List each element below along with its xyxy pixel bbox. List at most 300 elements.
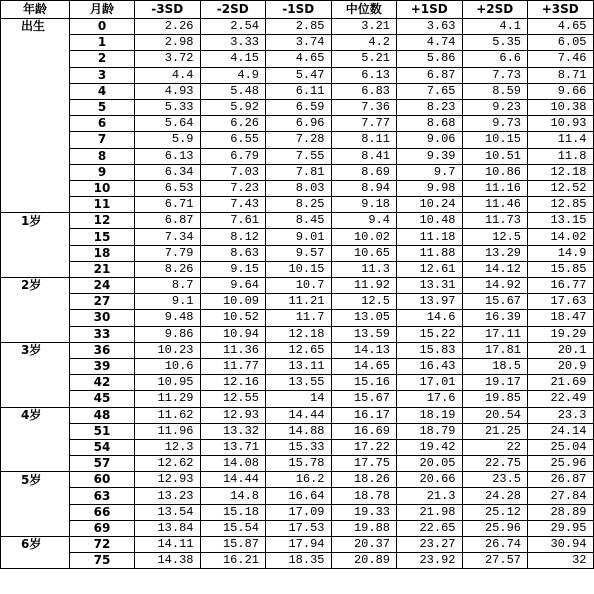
value-cell: 7.79 xyxy=(135,245,201,261)
value-cell: 15.78 xyxy=(266,456,332,472)
value-cell: 13.59 xyxy=(331,326,397,342)
value-cell: 13.05 xyxy=(331,310,397,326)
value-cell: 20.54 xyxy=(462,407,528,423)
value-cell: 10.93 xyxy=(528,116,594,132)
table-row xyxy=(1,520,594,536)
month-cell: 7 xyxy=(70,132,135,148)
age-cell: 4岁 xyxy=(1,407,70,423)
month-cell: 75 xyxy=(70,553,135,569)
value-cell: 10.7 xyxy=(266,278,332,294)
age-cell xyxy=(1,99,70,115)
value-cell: 10.51 xyxy=(462,148,528,164)
table-row xyxy=(1,310,594,326)
value-cell: 10.65 xyxy=(331,245,397,261)
table-body xyxy=(1,19,594,569)
value-cell: 13.11 xyxy=(266,358,332,374)
value-cell: 12.18 xyxy=(266,326,332,342)
value-cell: 14.11 xyxy=(135,537,201,553)
value-cell: 6.6 xyxy=(462,51,528,67)
value-cell: 12.93 xyxy=(200,407,266,423)
value-cell: 9.64 xyxy=(200,278,266,294)
value-cell: 25.96 xyxy=(462,520,528,536)
table-row xyxy=(1,504,594,520)
month-cell: 39 xyxy=(70,358,135,374)
value-cell: 7.36 xyxy=(331,99,397,115)
age-cell xyxy=(1,132,70,148)
value-cell: 20.66 xyxy=(397,472,463,488)
value-cell: 15.54 xyxy=(200,520,266,536)
value-cell: 18.19 xyxy=(397,407,463,423)
value-cell: 28.89 xyxy=(528,504,594,520)
value-cell: 13.29 xyxy=(462,245,528,261)
age-cell xyxy=(1,148,70,164)
table-row xyxy=(1,245,594,261)
age-cell xyxy=(1,488,70,504)
table-row xyxy=(1,326,594,342)
value-cell: 13.32 xyxy=(200,423,266,439)
column-header: -2SD xyxy=(200,1,266,19)
value-cell: 2.54 xyxy=(200,19,266,35)
value-cell: 7.77 xyxy=(331,116,397,132)
column-header: -3SD xyxy=(135,1,201,19)
table-row xyxy=(1,537,594,553)
age-cell xyxy=(1,456,70,472)
value-cell: 4.9 xyxy=(200,67,266,83)
value-cell: 10.94 xyxy=(200,326,266,342)
value-cell: 22.49 xyxy=(528,391,594,407)
value-cell: 5.92 xyxy=(200,99,266,115)
value-cell: 4.4 xyxy=(135,67,201,83)
month-cell: 18 xyxy=(70,245,135,261)
value-cell: 14 xyxy=(266,391,332,407)
value-cell: 2.98 xyxy=(135,35,201,51)
age-cell xyxy=(1,245,70,261)
value-cell: 21.25 xyxy=(462,423,528,439)
value-cell: 17.94 xyxy=(266,537,332,553)
value-cell: 8.7 xyxy=(135,278,201,294)
value-cell: 13.31 xyxy=(397,278,463,294)
age-cell: 6岁 xyxy=(1,537,70,553)
table-row xyxy=(1,116,594,132)
value-cell: 16.17 xyxy=(331,407,397,423)
age-cell: 3岁 xyxy=(1,342,70,358)
value-cell: 6.26 xyxy=(200,116,266,132)
value-cell: 5.35 xyxy=(462,35,528,51)
value-cell: 6.79 xyxy=(200,148,266,164)
value-cell: 9.06 xyxy=(397,132,463,148)
value-cell: 11.36 xyxy=(200,342,266,358)
table-row xyxy=(1,358,594,374)
value-cell: 19.88 xyxy=(331,520,397,536)
value-cell: 7.43 xyxy=(200,197,266,213)
value-cell: 23.27 xyxy=(397,537,463,553)
value-cell: 11.18 xyxy=(397,229,463,245)
value-cell: 25.12 xyxy=(462,504,528,520)
month-cell: 9 xyxy=(70,164,135,180)
age-cell: 5岁 xyxy=(1,472,70,488)
value-cell: 10.15 xyxy=(462,132,528,148)
value-cell: 2.26 xyxy=(135,19,201,35)
value-cell: 6.87 xyxy=(397,67,463,83)
month-cell: 60 xyxy=(70,472,135,488)
value-cell: 14.08 xyxy=(200,456,266,472)
age-cell xyxy=(1,229,70,245)
value-cell: 19.29 xyxy=(528,326,594,342)
age-cell xyxy=(1,520,70,536)
month-cell: 10 xyxy=(70,180,135,196)
column-header: 年龄 xyxy=(1,1,70,19)
value-cell: 12.61 xyxy=(397,261,463,277)
value-cell: 14.44 xyxy=(266,407,332,423)
value-cell: 19.85 xyxy=(462,391,528,407)
value-cell: 11.21 xyxy=(266,294,332,310)
value-cell: 2.85 xyxy=(266,19,332,35)
value-cell: 17.01 xyxy=(397,375,463,391)
value-cell: 14.6 xyxy=(397,310,463,326)
age-cell xyxy=(1,391,70,407)
month-cell: 63 xyxy=(70,488,135,504)
value-cell: 14.88 xyxy=(266,423,332,439)
table-row xyxy=(1,261,594,277)
value-cell: 13.71 xyxy=(200,439,266,455)
value-cell: 5.21 xyxy=(331,51,397,67)
value-cell: 18.35 xyxy=(266,553,332,569)
value-cell: 4.65 xyxy=(266,51,332,67)
value-cell: 8.12 xyxy=(200,229,266,245)
column-header: +2SD xyxy=(462,1,528,19)
value-cell: 8.23 xyxy=(397,99,463,115)
value-cell: 14.12 xyxy=(462,261,528,277)
value-cell: 12.5 xyxy=(331,294,397,310)
table-row xyxy=(1,423,594,439)
column-header: -1SD xyxy=(266,1,332,19)
value-cell: 6.34 xyxy=(135,164,201,180)
table-row xyxy=(1,83,594,99)
month-cell: 33 xyxy=(70,326,135,342)
value-cell: 7.23 xyxy=(200,180,266,196)
value-cell: 7.46 xyxy=(528,51,594,67)
value-cell: 16.64 xyxy=(266,488,332,504)
column-header: 月龄 xyxy=(70,1,135,19)
value-cell: 9.7 xyxy=(397,164,463,180)
value-cell: 7.34 xyxy=(135,229,201,245)
value-cell: 21.3 xyxy=(397,488,463,504)
table-row xyxy=(1,229,594,245)
value-cell: 11.8 xyxy=(528,148,594,164)
value-cell: 4.1 xyxy=(462,19,528,35)
value-cell: 8.25 xyxy=(266,197,332,213)
value-cell: 12.3 xyxy=(135,439,201,455)
value-cell: 9.73 xyxy=(462,116,528,132)
value-cell: 25.96 xyxy=(528,456,594,472)
month-cell: 12 xyxy=(70,213,135,229)
value-cell: 15.87 xyxy=(200,537,266,553)
value-cell: 9.86 xyxy=(135,326,201,342)
value-cell: 6.87 xyxy=(135,213,201,229)
value-cell: 10.48 xyxy=(397,213,463,229)
value-cell: 13.55 xyxy=(266,375,332,391)
value-cell: 9.98 xyxy=(397,180,463,196)
value-cell: 11.16 xyxy=(462,180,528,196)
value-cell: 10.09 xyxy=(200,294,266,310)
age-cell: 出生 xyxy=(1,19,70,35)
value-cell: 8.45 xyxy=(266,213,332,229)
value-cell: 15.67 xyxy=(331,391,397,407)
value-cell: 6.55 xyxy=(200,132,266,148)
value-cell: 12.93 xyxy=(135,472,201,488)
value-cell: 9.23 xyxy=(462,99,528,115)
value-cell: 6.53 xyxy=(135,180,201,196)
value-cell: 22.75 xyxy=(462,456,528,472)
value-cell: 11.4 xyxy=(528,132,594,148)
table-row xyxy=(1,488,594,504)
value-cell: 17.53 xyxy=(266,520,332,536)
value-cell: 24.28 xyxy=(462,488,528,504)
value-cell: 20.05 xyxy=(397,456,463,472)
value-cell: 17.22 xyxy=(331,439,397,455)
value-cell: 6.13 xyxy=(331,67,397,83)
value-cell: 18.26 xyxy=(331,472,397,488)
column-header: +1SD xyxy=(397,1,463,19)
value-cell: 20.37 xyxy=(331,537,397,553)
value-cell: 5.48 xyxy=(200,83,266,99)
value-cell: 3.72 xyxy=(135,51,201,67)
month-cell: 57 xyxy=(70,456,135,472)
month-cell: 51 xyxy=(70,423,135,439)
month-cell: 27 xyxy=(70,294,135,310)
value-cell: 8.69 xyxy=(331,164,397,180)
value-cell: 10.95 xyxy=(135,375,201,391)
table-row xyxy=(1,132,594,148)
value-cell: 8.11 xyxy=(331,132,397,148)
value-cell: 12.62 xyxy=(135,456,201,472)
age-cell xyxy=(1,310,70,326)
month-cell: 6 xyxy=(70,116,135,132)
value-cell: 23.3 xyxy=(528,407,594,423)
value-cell: 7.73 xyxy=(462,67,528,83)
value-cell: 7.65 xyxy=(397,83,463,99)
value-cell: 11.73 xyxy=(462,213,528,229)
value-cell: 5.86 xyxy=(397,51,463,67)
value-cell: 16.2 xyxy=(266,472,332,488)
value-cell: 8.41 xyxy=(331,148,397,164)
table-row xyxy=(1,439,594,455)
month-cell: 15 xyxy=(70,229,135,245)
value-cell: 11.62 xyxy=(135,407,201,423)
table-row xyxy=(1,278,594,294)
value-cell: 19.17 xyxy=(462,375,528,391)
value-cell: 21.69 xyxy=(528,375,594,391)
value-cell: 23.92 xyxy=(397,553,463,569)
month-cell: 3 xyxy=(70,67,135,83)
value-cell: 8.03 xyxy=(266,180,332,196)
table-row xyxy=(1,19,594,35)
value-cell: 5.33 xyxy=(135,99,201,115)
table-row xyxy=(1,391,594,407)
value-cell: 14.8 xyxy=(200,488,266,504)
value-cell: 26.74 xyxy=(462,537,528,553)
age-cell xyxy=(1,83,70,99)
value-cell: 10.24 xyxy=(397,197,463,213)
value-cell: 10.02 xyxy=(331,229,397,245)
value-cell: 17.75 xyxy=(331,456,397,472)
value-cell: 22.65 xyxy=(397,520,463,536)
value-cell: 8.94 xyxy=(331,180,397,196)
month-cell: 42 xyxy=(70,375,135,391)
age-cell xyxy=(1,439,70,455)
age-cell xyxy=(1,180,70,196)
age-cell xyxy=(1,375,70,391)
month-cell: 11 xyxy=(70,197,135,213)
value-cell: 20.89 xyxy=(331,553,397,569)
value-cell: 8.71 xyxy=(528,67,594,83)
value-cell: 16.21 xyxy=(200,553,266,569)
value-cell: 8.59 xyxy=(462,83,528,99)
table-row xyxy=(1,553,594,569)
month-cell: 2 xyxy=(70,51,135,67)
table-row xyxy=(1,407,594,423)
value-cell: 10.52 xyxy=(200,310,266,326)
value-cell: 8.68 xyxy=(397,116,463,132)
month-cell: 66 xyxy=(70,504,135,520)
value-cell: 10.86 xyxy=(462,164,528,180)
value-cell: 4.15 xyxy=(200,51,266,67)
month-cell: 0 xyxy=(70,19,135,35)
table-row xyxy=(1,67,594,83)
value-cell: 17.6 xyxy=(397,391,463,407)
value-cell: 24.14 xyxy=(528,423,594,439)
value-cell: 10.15 xyxy=(266,261,332,277)
month-cell: 24 xyxy=(70,278,135,294)
value-cell: 17.63 xyxy=(528,294,594,310)
value-cell: 5.64 xyxy=(135,116,201,132)
value-cell: 5.47 xyxy=(266,67,332,83)
value-cell: 18.47 xyxy=(528,310,594,326)
value-cell: 16.43 xyxy=(397,358,463,374)
age-cell: 1岁 xyxy=(1,213,70,229)
value-cell: 6.13 xyxy=(135,148,201,164)
value-cell: 17.11 xyxy=(462,326,528,342)
age-cell xyxy=(1,423,70,439)
table-row xyxy=(1,213,594,229)
value-cell: 15.67 xyxy=(462,294,528,310)
value-cell: 27.84 xyxy=(528,488,594,504)
value-cell: 9.66 xyxy=(528,83,594,99)
value-cell: 8.63 xyxy=(200,245,266,261)
month-cell: 8 xyxy=(70,148,135,164)
value-cell: 15.22 xyxy=(397,326,463,342)
month-cell: 5 xyxy=(70,99,135,115)
value-cell: 30.94 xyxy=(528,537,594,553)
value-cell: 14.92 xyxy=(462,278,528,294)
age-cell xyxy=(1,358,70,374)
value-cell: 19.42 xyxy=(397,439,463,455)
value-cell: 10.38 xyxy=(528,99,594,115)
value-cell: 14.13 xyxy=(331,342,397,358)
value-cell: 19.33 xyxy=(331,504,397,520)
value-cell: 7.61 xyxy=(200,213,266,229)
value-cell: 16.69 xyxy=(331,423,397,439)
value-cell: 4.65 xyxy=(528,19,594,35)
age-cell xyxy=(1,67,70,83)
age-cell xyxy=(1,326,70,342)
value-cell: 22 xyxy=(462,439,528,455)
value-cell: 6.11 xyxy=(266,83,332,99)
value-cell: 17.81 xyxy=(462,342,528,358)
value-cell: 29.95 xyxy=(528,520,594,536)
age-cell: 2岁 xyxy=(1,278,70,294)
value-cell: 4.93 xyxy=(135,83,201,99)
value-cell: 9.1 xyxy=(135,294,201,310)
value-cell: 13.23 xyxy=(135,488,201,504)
age-cell xyxy=(1,197,70,213)
value-cell: 5.9 xyxy=(135,132,201,148)
age-cell xyxy=(1,164,70,180)
value-cell: 11.3 xyxy=(331,261,397,277)
value-cell: 11.7 xyxy=(266,310,332,326)
value-cell: 15.83 xyxy=(397,342,463,358)
value-cell: 9.39 xyxy=(397,148,463,164)
month-cell: 48 xyxy=(70,407,135,423)
value-cell: 14.9 xyxy=(528,245,594,261)
table-row xyxy=(1,456,594,472)
table-row xyxy=(1,148,594,164)
age-cell xyxy=(1,553,70,569)
table-row xyxy=(1,180,594,196)
value-cell: 6.71 xyxy=(135,197,201,213)
age-cell xyxy=(1,116,70,132)
value-cell: 8.26 xyxy=(135,261,201,277)
value-cell: 14.65 xyxy=(331,358,397,374)
table-row xyxy=(1,472,594,488)
table-row xyxy=(1,51,594,67)
value-cell: 12.85 xyxy=(528,197,594,213)
value-cell: 7.28 xyxy=(266,132,332,148)
value-cell: 17.09 xyxy=(266,504,332,520)
value-cell: 6.05 xyxy=(528,35,594,51)
table-row xyxy=(1,375,594,391)
value-cell: 9.15 xyxy=(200,261,266,277)
table-row xyxy=(1,197,594,213)
month-cell: 45 xyxy=(70,391,135,407)
value-cell: 7.03 xyxy=(200,164,266,180)
value-cell: 3.74 xyxy=(266,35,332,51)
value-cell: 3.33 xyxy=(200,35,266,51)
value-cell: 15.85 xyxy=(528,261,594,277)
month-cell: 69 xyxy=(70,520,135,536)
table-row xyxy=(1,294,594,310)
value-cell: 4.74 xyxy=(397,35,463,51)
month-cell: 4 xyxy=(70,83,135,99)
value-cell: 11.46 xyxy=(462,197,528,213)
value-cell: 9.57 xyxy=(266,245,332,261)
value-cell: 14.44 xyxy=(200,472,266,488)
age-cell xyxy=(1,51,70,67)
value-cell: 14.38 xyxy=(135,553,201,569)
age-cell xyxy=(1,35,70,51)
value-cell: 25.04 xyxy=(528,439,594,455)
value-cell: 7.81 xyxy=(266,164,332,180)
value-cell: 9.18 xyxy=(331,197,397,213)
value-cell: 21.98 xyxy=(397,504,463,520)
month-cell: 1 xyxy=(70,35,135,51)
age-cell xyxy=(1,294,70,310)
value-cell: 13.54 xyxy=(135,504,201,520)
value-cell: 32 xyxy=(528,553,594,569)
table-row xyxy=(1,99,594,115)
value-cell: 9.01 xyxy=(266,229,332,245)
value-cell: 6.83 xyxy=(331,83,397,99)
